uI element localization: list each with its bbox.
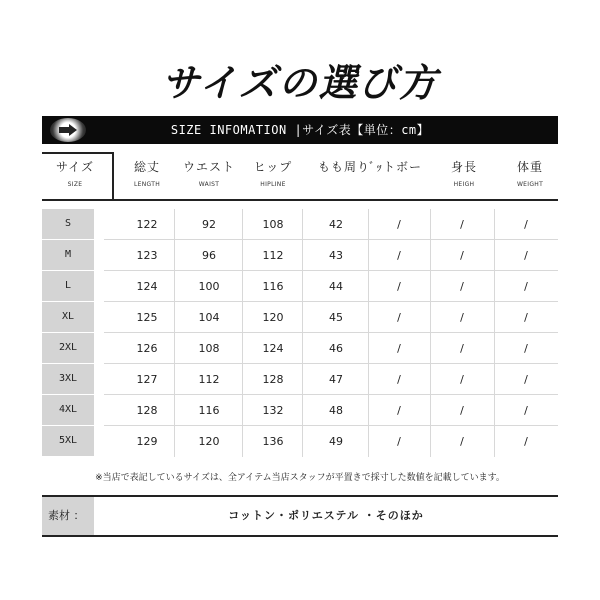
weight-cell: / — [524, 280, 528, 293]
height-cell: / — [460, 218, 464, 231]
height-cell: / — [460, 311, 464, 324]
height-cell: / — [460, 280, 464, 293]
weight-cell: / — [524, 342, 528, 355]
hip-cell: 116 — [262, 280, 284, 293]
table-row — [42, 240, 558, 271]
weight-cell: / — [524, 404, 528, 417]
length-cell: 125 — [136, 311, 158, 324]
hip-cell: 124 — [262, 342, 284, 355]
length-cell: 123 — [136, 249, 158, 262]
weight-cell: / — [524, 249, 528, 262]
thigh-cell: 48 — [329, 404, 343, 417]
hip-cell: 128 — [262, 373, 284, 386]
table-row — [42, 209, 558, 240]
waist-cell: 112 — [198, 373, 220, 386]
size-info-banner — [42, 116, 558, 144]
slash-cell: / — [397, 311, 401, 324]
table-row — [42, 395, 558, 426]
size-cell: XL — [42, 302, 94, 332]
height-cell: / — [460, 373, 464, 386]
measurement-note: ※当店で表記しているサイズは、全アイテム当店スタッフが平置きで採寸した数値を記載しています。 — [95, 473, 505, 483]
material-divider-bottom — [42, 535, 558, 537]
header-weight: 体重 WEIGHT — [516, 160, 544, 188]
slash-cell: / — [397, 249, 401, 262]
header-divider — [42, 199, 558, 201]
length-cell: 129 — [136, 435, 158, 448]
height-cell: / — [460, 435, 464, 448]
size-cell: 4XL — [42, 395, 94, 425]
header-thigh: もも周りﾞｯトボー — [317, 160, 422, 174]
height-cell: / — [460, 342, 464, 355]
slash-cell: / — [397, 218, 401, 231]
header-length: 総丈 LENGTH — [133, 160, 161, 188]
slash-cell: / — [397, 280, 401, 293]
size-cell: 5XL — [42, 426, 94, 456]
thigh-cell: 47 — [329, 373, 343, 386]
size-cell: 2XL — [42, 333, 94, 363]
header-size: サイズ SIZE — [55, 160, 95, 188]
thigh-cell: 49 — [329, 435, 343, 448]
waist-cell: 120 — [198, 435, 220, 448]
table-row — [42, 426, 558, 457]
waist-cell: 104 — [198, 311, 220, 324]
size-table — [42, 209, 558, 457]
thigh-cell: 46 — [329, 342, 343, 355]
table-row — [42, 364, 558, 395]
slash-cell: / — [397, 404, 401, 417]
weight-cell: / — [524, 311, 528, 324]
header-height: 身長 HEIGH — [450, 160, 477, 188]
slash-cell: / — [397, 373, 401, 386]
weight-cell: / — [524, 373, 528, 386]
table-row — [42, 302, 558, 333]
hip-cell: 112 — [262, 249, 284, 262]
material-value: コットン・ポリエステル ・そのほか — [228, 509, 424, 522]
thigh-cell: 45 — [329, 311, 343, 324]
waist-cell: 100 — [198, 280, 220, 293]
slash-cell: / — [397, 435, 401, 448]
waist-cell: 108 — [198, 342, 220, 355]
waist-cell: 96 — [202, 249, 216, 262]
height-cell: / — [460, 249, 464, 262]
page-title: サイズの選び方 — [161, 61, 439, 105]
hip-cell: 108 — [262, 218, 284, 231]
weight-cell: / — [524, 435, 528, 448]
banner-text: SIZE INFOMATION |サイズ表【単位：cm】 — [170, 123, 430, 137]
size-cell: S — [42, 209, 94, 239]
waist-cell: 92 — [202, 218, 216, 231]
material-label: 素材 ： — [42, 497, 94, 535]
length-cell: 126 — [136, 342, 158, 355]
header-waist: ウエスト WAIST — [182, 160, 235, 188]
thigh-cell: 44 — [329, 280, 343, 293]
header-hip: ヒップ HIPLINE — [253, 160, 293, 188]
hip-cell: 132 — [262, 404, 284, 417]
size-cell: 3XL — [42, 364, 94, 394]
thigh-cell: 42 — [329, 218, 343, 231]
hip-cell: 136 — [262, 435, 284, 448]
waist-cell: 116 — [198, 404, 220, 417]
slash-cell: / — [397, 342, 401, 355]
table-row — [42, 271, 558, 302]
height-cell: / — [460, 404, 464, 417]
length-cell: 128 — [136, 404, 158, 417]
hip-cell: 120 — [262, 311, 284, 324]
size-cell: L — [42, 271, 94, 301]
length-cell: 122 — [136, 218, 158, 231]
length-cell: 127 — [136, 373, 158, 386]
size-cell: M — [42, 240, 94, 270]
thigh-cell: 43 — [329, 249, 343, 262]
length-cell: 124 — [136, 280, 158, 293]
weight-cell: / — [524, 218, 528, 231]
table-row — [42, 333, 558, 364]
